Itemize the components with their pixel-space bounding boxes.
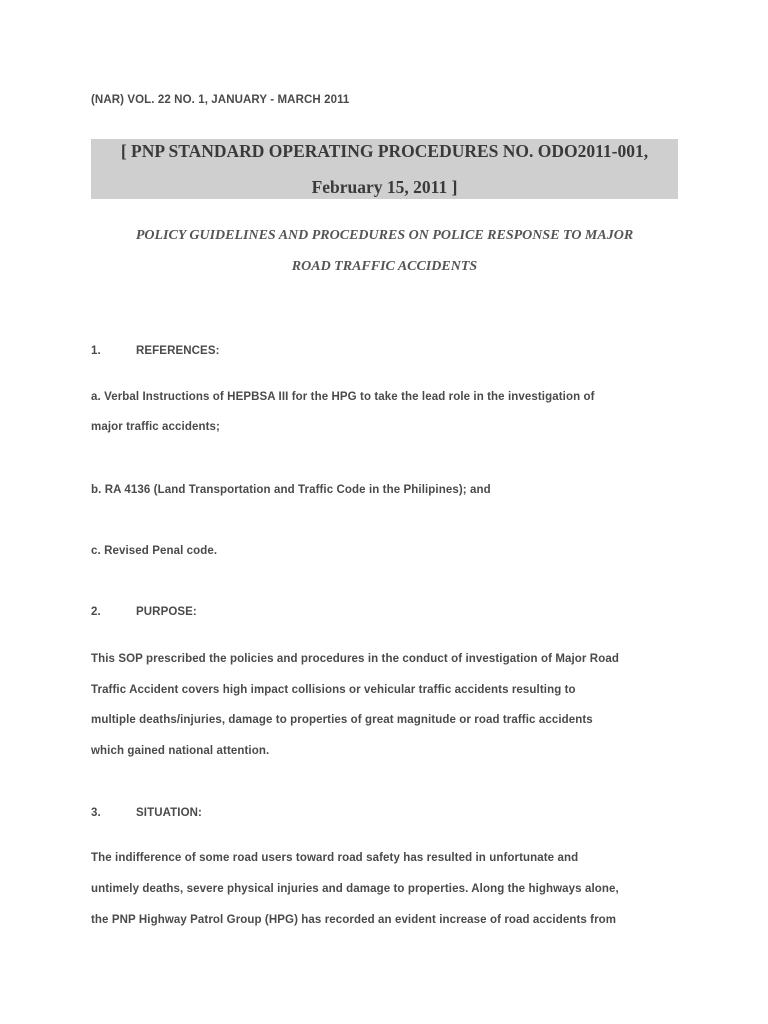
purpose-line: This SOP prescribed the policies and procedures in the conduct of investigation of Major Road	[91, 653, 619, 665]
section-3-heading: SITUATION:	[136, 807, 202, 819]
subtitle-line-1: POLICY GUIDELINES AND PROCEDURES ON POLICE RESPONSE TO MAJOR	[135, 228, 634, 243]
reference-a-line-1: a. Verbal Instructions of HEPBSA III for the HPG to take the lead role in the investigation of	[91, 391, 595, 403]
reference-a-line-2: major traffic accidents;	[91, 421, 220, 433]
situation-line: untimely deaths, severe physical injuries and damage to properties. Along the highways alone,	[91, 883, 619, 895]
purpose-line: Traffic Accident covers high impact collisions or vehicular traffic accidents resulting to	[91, 684, 576, 696]
title-line-1: [ PNP STANDARD OPERATING PROCEDURES NO. ODO2011-001,	[120, 141, 649, 161]
section-1-number: 1.	[91, 345, 101, 357]
subtitle-line-2: ROAD TRAFFIC ACCIDENTS	[291, 259, 478, 274]
situation-line: the PNP Highway Patrol Group (HPG) has recorded an evident increase of road accidents from	[91, 914, 617, 926]
purpose-line: which gained national attention.	[91, 745, 270, 757]
reference-c: c. Revised Penal code.	[91, 545, 218, 557]
title-line-2: February 15, 2011 ]	[311, 177, 458, 197]
situation-line: The indifference of some road users toward road safety has resulted in unfortunate and	[91, 852, 579, 864]
title-banner	[91, 139, 678, 199]
section-2-heading: PURPOSE:	[136, 606, 197, 618]
section-2-number: 2.	[91, 606, 101, 618]
purpose-line: multiple deaths/injuries, damage to properties of great magnitude or road traffic accidents	[91, 714, 593, 726]
section-1-heading: REFERENCES:	[136, 345, 220, 357]
section-3-number: 3.	[91, 807, 101, 819]
journal-header: (NAR) VOL. 22 NO. 1, JANUARY - MARCH 2011	[91, 94, 350, 106]
reference-b: b. RA 4136 (Land Transportation and Traffic Code in the Philipines); and	[91, 484, 491, 496]
